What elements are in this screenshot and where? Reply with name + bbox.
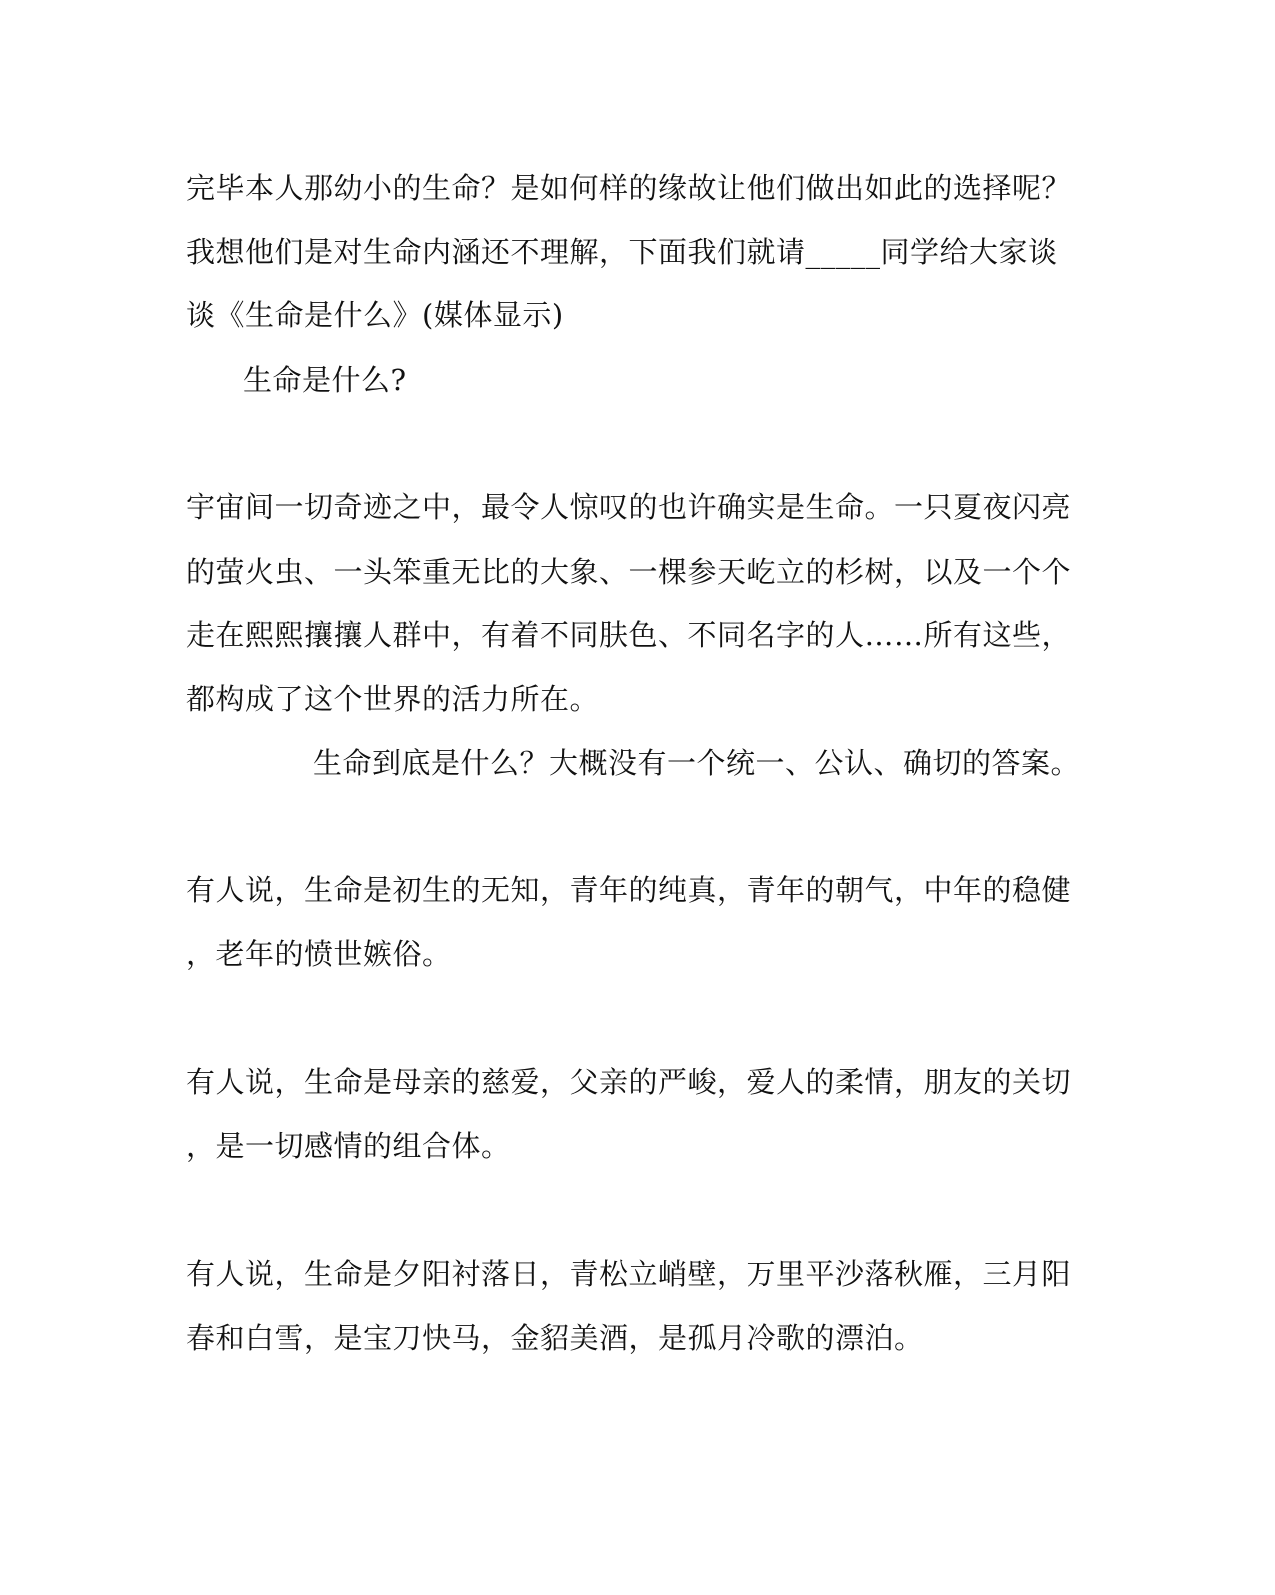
text-line: 春和白雪，是宝刀快马，金貂美酒，是孤月冷歌的漂泊。 xyxy=(186,1321,924,1355)
text-line: 有人说，生命是初生的无知，青年的纯真，青年的朝气，中年的稳健 xyxy=(186,873,1072,907)
text-line: 生命到底是什么？大概没有一个统一、公认、确切的答案。 xyxy=(313,746,1081,780)
section-heading: 生命是什么? xyxy=(243,363,407,397)
text-line: 都构成了这个世界的活力所在。 xyxy=(186,682,600,716)
text-line: 宇宙间一切奇迹之中，最令人惊叹的也许确实是生命。一只夏夜闪亮 xyxy=(186,490,1072,524)
text-line: 的萤火虫、一头笨重无比的大象、一棵参天屹立的杉树，以及一个个 xyxy=(186,555,1072,589)
text-line: 谈《生命是什么》(媒体显示) xyxy=(186,298,564,332)
text-line: 完毕本人那幼小的生命？是如何样的缘故让他们做出如此的选择呢？ xyxy=(186,171,1072,205)
text-line: ，老年的愤世嫉俗。 xyxy=(186,937,452,971)
text-line: ，是一切感情的组合体。 xyxy=(186,1129,511,1163)
text-line: 我想他们是对生命内涵还不理解，下面我们就请_____同学给大家谈 xyxy=(186,235,1058,269)
text-line: 有人说，生命是夕阳衬落日，青松立峭壁，万里平沙落秋雁，三月阳 xyxy=(186,1257,1072,1291)
text-line: 有人说，生命是母亲的慈爱，父亲的严峻，爱人的柔情，朋友的关切 xyxy=(186,1065,1072,1099)
text-line: 走在熙熙攘攘人群中，有着不同肤色、不同名字的人……所有这些， xyxy=(186,618,1072,652)
